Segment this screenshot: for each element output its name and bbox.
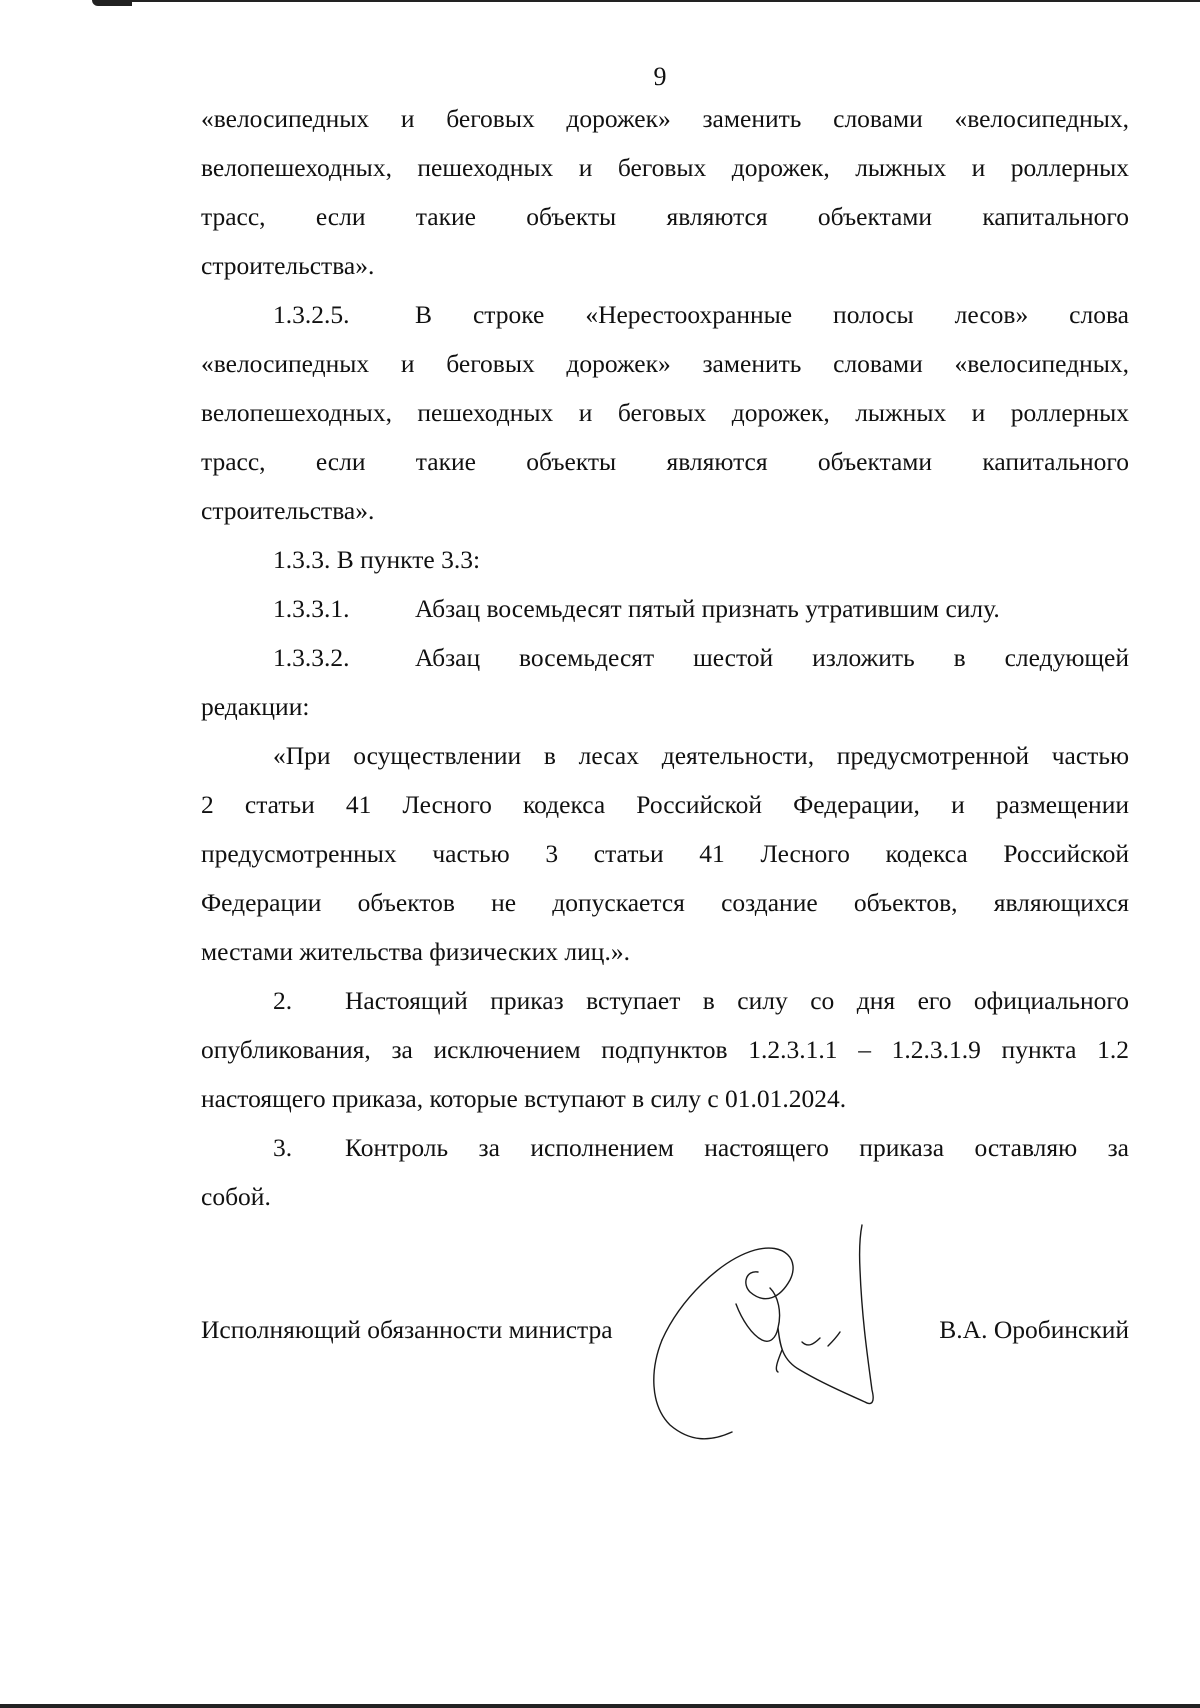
paragraph-line: «При осуществлении в лесах деятельности, предусмотренной частью (273, 741, 1129, 770)
numbered-paragraph-first-line (201, 976, 1129, 1025)
paragraph-line: велопешеходных, пешеходных и беговых дорожек, лыжных и роллерных (201, 153, 1129, 182)
item-number: 1.3.3.1. (273, 594, 350, 623)
paragraph-line: 1.3.3. В пункте 3.3: (273, 545, 481, 574)
item-number: 1.3.2.5. (273, 300, 350, 329)
numbered-paragraph-first-line (201, 1123, 1129, 1172)
paragraph-line: настоящего приказа, которые вступают в силу с 01.01.2024. (201, 1084, 847, 1113)
paragraph-line: Абзац восемьдесят шестой изложить в следующей (415, 643, 1129, 672)
paragraph-line: местами жительства физических лиц.». (201, 937, 630, 966)
document-body (201, 94, 1129, 1221)
paragraph-line: «велосипедных и беговых дорожек» заменить словами «велосипедных, (201, 349, 1129, 378)
paragraph-line: собой. (201, 1182, 271, 1211)
numbered-paragraph-line (201, 584, 1129, 633)
item-number: 1.3.3.2. (273, 643, 350, 672)
item-number: 2. (273, 986, 293, 1015)
signatory-name: В.А. Оробинский (939, 1315, 1129, 1344)
paragraph-line: Настоящий приказ вступает в силу со дня его официального (345, 986, 1129, 1015)
paragraph-line: опубликования, за исключением подпунктов 1.2.3.1.1 – 1.2.3.1.9 пункта 1.2 (201, 1035, 1129, 1064)
handwritten-signature (650, 1220, 920, 1455)
signatory-position: Исполняющий обязанности министра (201, 1315, 613, 1344)
paragraph-line: Федерации объектов не допускается создание объектов, являющихся (201, 888, 1129, 917)
paragraph-line: В строке «Нерестоохранные полосы лесов» слова (415, 300, 1129, 329)
scan-edge-bottom (0, 1704, 1200, 1708)
paragraph-line: велопешеходных, пешеходных и беговых дорожек, лыжных и роллерных (201, 398, 1129, 427)
paragraph-line: предусмотренных частью 3 статьи 41 Лесного кодекса Российской (201, 839, 1129, 868)
numbered-paragraph-first-line (201, 290, 1129, 339)
paragraph-line: редакции: (201, 692, 310, 721)
paragraph-line: 2 статьи 41 Лесного кодекса Российской Федерации, и размещении (201, 790, 1129, 819)
paragraph-line: трасс, если такие объекты являются объектами капитального (201, 447, 1129, 476)
numbered-paragraph-first-line (201, 633, 1129, 682)
item-number: 3. (273, 1133, 293, 1162)
paragraph-line: Абзац восемьдесят пятый признать утратившим силу. (415, 594, 1000, 623)
paragraph-line: трасс, если такие объекты являются объектами капитального (201, 202, 1129, 231)
page-number: 9 (653, 62, 667, 91)
paragraph-line: Контроль за исполнением настоящего приказа оставляю за (345, 1133, 1129, 1162)
paragraph-line: «велосипедных и беговых дорожек» заменить словами «велосипедных, (201, 104, 1129, 133)
paragraph-line: строительства». (201, 251, 375, 280)
paragraph-line: строительства». (201, 496, 375, 525)
scan-edge-top (100, 0, 1200, 2)
